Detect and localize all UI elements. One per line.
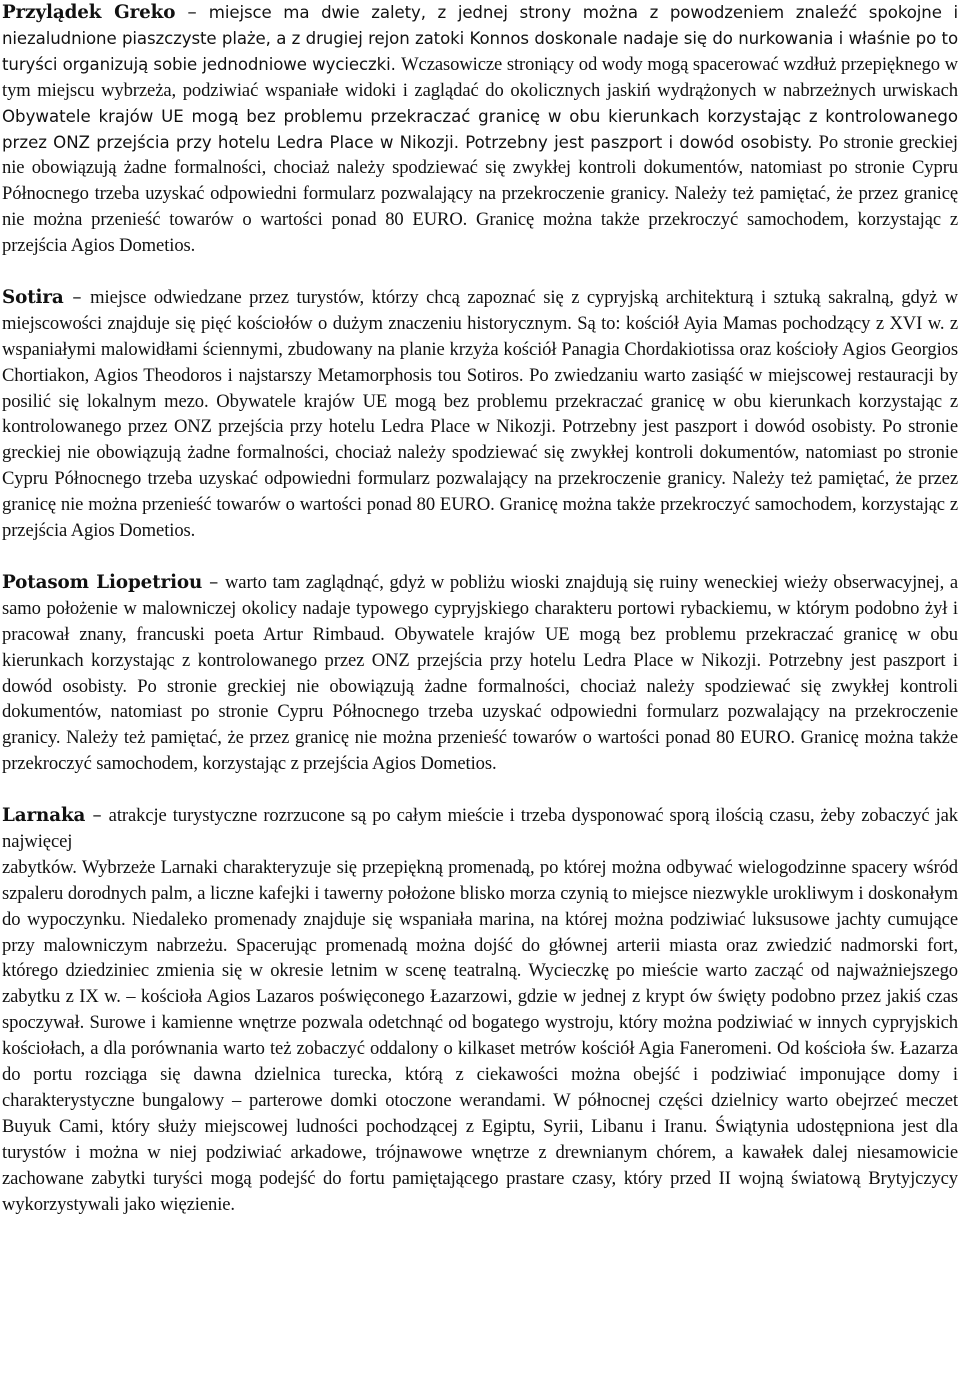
document-page <box>2 0 958 1243</box>
section-title: Sotira <box>2 286 64 308</box>
paragraph <box>2 0 958 259</box>
text-run: warto tam zaglądnąć, gdyż w pobliżu wioski znajdują się ruiny weneckiej wieży obserwacyjnej, a samo położenie w malowniczej okolicy nadaje typowego cypryjskiego charakteru portowi rybackiemu, w którym podobno żył i pracował znany, francuski poeta Artur Rimbaud. Obywatele krajów UE mogą bez problemu przekraczać granicę w obu kierunkach korzystając z kontrolowanego przez ONZ przejścia przy hotelu Ledra Place w Nikozji. Potrzebny jest paszport i dowód osobisty. Po stronie greckiej nie obowiązują żadne formalności, chociaż należy spodziewać się zwykłej kontroli dokumentów, natomiast po stronie Cypru Północnego trzeba uzyskać odpowiedni formularz pozwalający na przekroczenie granicy. Należy też pamiętać, że przez granicę nie można przenieść towarów o wartości ponad 80 EURO. Granicę można także przekroczyć samochodem, korzystając z przejścia Agios Dometios. <box>2 571 958 775</box>
section-przyladek-greko <box>2 0 958 259</box>
section-title: Larnaka <box>2 805 86 827</box>
paragraph <box>2 570 958 777</box>
title-dash: – <box>202 571 225 593</box>
title-dash: – <box>63 286 91 308</box>
text-run: zabytków. Wybrzeże Larnaki charakteryzuje się przepiękną promenadą, po której można odbywać wielogodzinne spacery wśród szpaleru dorodnych palm, a liczne kafejki i tawerny położone blisko morza czynią to miejsce niezwykle urokliwym i doskonałym do wypoczynku. Niedaleko promenady znajduje się wspaniała marina, na której można podziwiać luksusowe jachty cumujące przy malowniczym nabrzeżu. Spacerując promenadą można dojść do głównej arterii miasta oraz zwiedzić nadmorski fort, którego dziedziniec zmienia się w okresie letnim w scenę teatralną. Wycieczkę po mieście warto zacząć od najważniejszego zabytku z IX w. – kościoła Agios Lazaros poświęconego Łazarzowi, gdzie w jednej z krypt ów święty podobno przez jakiś czas spoczywał. Surowe i kamienne wnętrze pozwala odetchnąć od bogatego wystroju, który można podziwiać w innych cypryjskich kościołach, a dla porównania warto też zobaczyć oddalony o kilkaset metrów kościół Agia Faneromeni. Od kościoła św. Łazarza do portu rozciąga się dawna dzielnica turecka, którą z ciekawości można obejść i podziwiać imponujące domy i charakterystyczne bungalowy – parterowe domki otoczone werandami. W północnej części dzielnicy warto obejrzeć meczet Buyuk Cami, który służy miejscowej ludności pochodzącej z Egiptu, Syrii, Libanu i Iranu. Świątynia udostępniona jest dla turystów i można w niej podziwiać arkadowe, trójnawowe wnętrze z drewnianym chórem, a kawałek dalej niesamowicie zachowane zabytki turyści mogą podejść do fortu pamiętającego prastare czasy, który przed II wojną światową Brytyjczycy wykorzystywali jako więzienie. <box>2 856 958 1215</box>
text-run: atrakcje turystyczne rozrzucone są po całym mieście i trzeba dysponować sporą ilością czasu, żeby zobaczyć jak najwięcej <box>2 805 958 852</box>
section-larnaka <box>2 803 958 1218</box>
text-run: Po stronie greckiej nie obowiązują żadne formalności, chociaż należy spodziewać się zwykłej kontroli dokumentów, natomiast po stronie Cypru Północnego trzeba uzyskać odpowiedni formularz pozwalający na przekroczenie granicy. Należy też pamiętać, że przez granicę nie można przenieść towarów o wartości ponad 80 EURO. Granicę można także przekroczyć samochodem, korzystając z przejścia Agios Dometios. <box>2 131 958 257</box>
text-run: Wczasowicze stroniący od wody mogą spacerować wzdłuż przepięknego w tym miejscu wybrzeża, podziwiać wspaniałe widoki i zaglądać do okolicznych jaskiń wydrążonych w nabrzeżnych urwiskach <box>2 53 958 101</box>
paragraph <box>2 803 958 1218</box>
title-dash: – <box>175 2 209 23</box>
section-sotira <box>2 285 958 544</box>
section-potasom-liopetriou <box>2 570 958 777</box>
text-run: Obywatele krajów UE mogą bez problemu przekraczać granicę w obu kierunkach korzystając z kontrolowanego przez ONZ przejścia przy hotelu Ledra Place w Nikozji. Potrzebny jest paszport i dowód osobisty. <box>2 106 958 152</box>
text-run: miejsce ma dwie zalety, z jednej strony można z powodzeniem znaleźć spokojne i niezaludnione piaszczyste plaże, a z drugiej rejon zatoki Konnos doskonale nadaje się do nurkowania i właśnie po to turyści organizują sobie jednodniowe wycieczki. <box>2 3 958 74</box>
title-dash: – <box>85 805 109 827</box>
section-title: Potasom Liopetriou <box>2 571 203 593</box>
paragraph <box>2 285 958 544</box>
section-title: Przylądek Greko <box>2 2 176 23</box>
text-run: miejsce odwiedzane przez turystów, którzy chcą zapoznać się z cypryjską architekturą i sztuką sakralną, gdyż w miejscowości znajduje się pięć kościołów o dużym znaczeniu historycznym. Są to: kościół Ayia Mamas pochodzący z XVI w. z wspaniałymi malowidłami ściennymi, zbudowany na planie krzyża kościół Panagia Chordakiotissa oraz kościoły Agios Georgios Chortiakon, Agios Theodoros i najstarszy Metamorphosis tou Sotiros. Po zwiedzaniu warto zasiąść w miejscowej restauracji by posilić się lokalnym mezo. Obywatele krajów UE mogą bez problemu przekraczać granicę w obu kierunkach korzystając z kontrolowanego przez ONZ przejścia przy hotelu Ledra Place w Nikozji. Potrzebny jest paszport i dowód osobisty. Po stronie greckiej nie obowiązują żadne formalności, chociaż należy spodziewać się zwykłej kontroli dokumentów, natomiast po stronie Cypru Północnego trzeba uzyskać odpowiedni formularz pozwalający na przekroczenie granicy. Należy też pamiętać, że przez granicę nie można przenieść towarów o wartości ponad 80 EURO. Granicę można także przekroczyć samochodem, korzystając z przejścia Agios Dometios. <box>2 286 958 542</box>
